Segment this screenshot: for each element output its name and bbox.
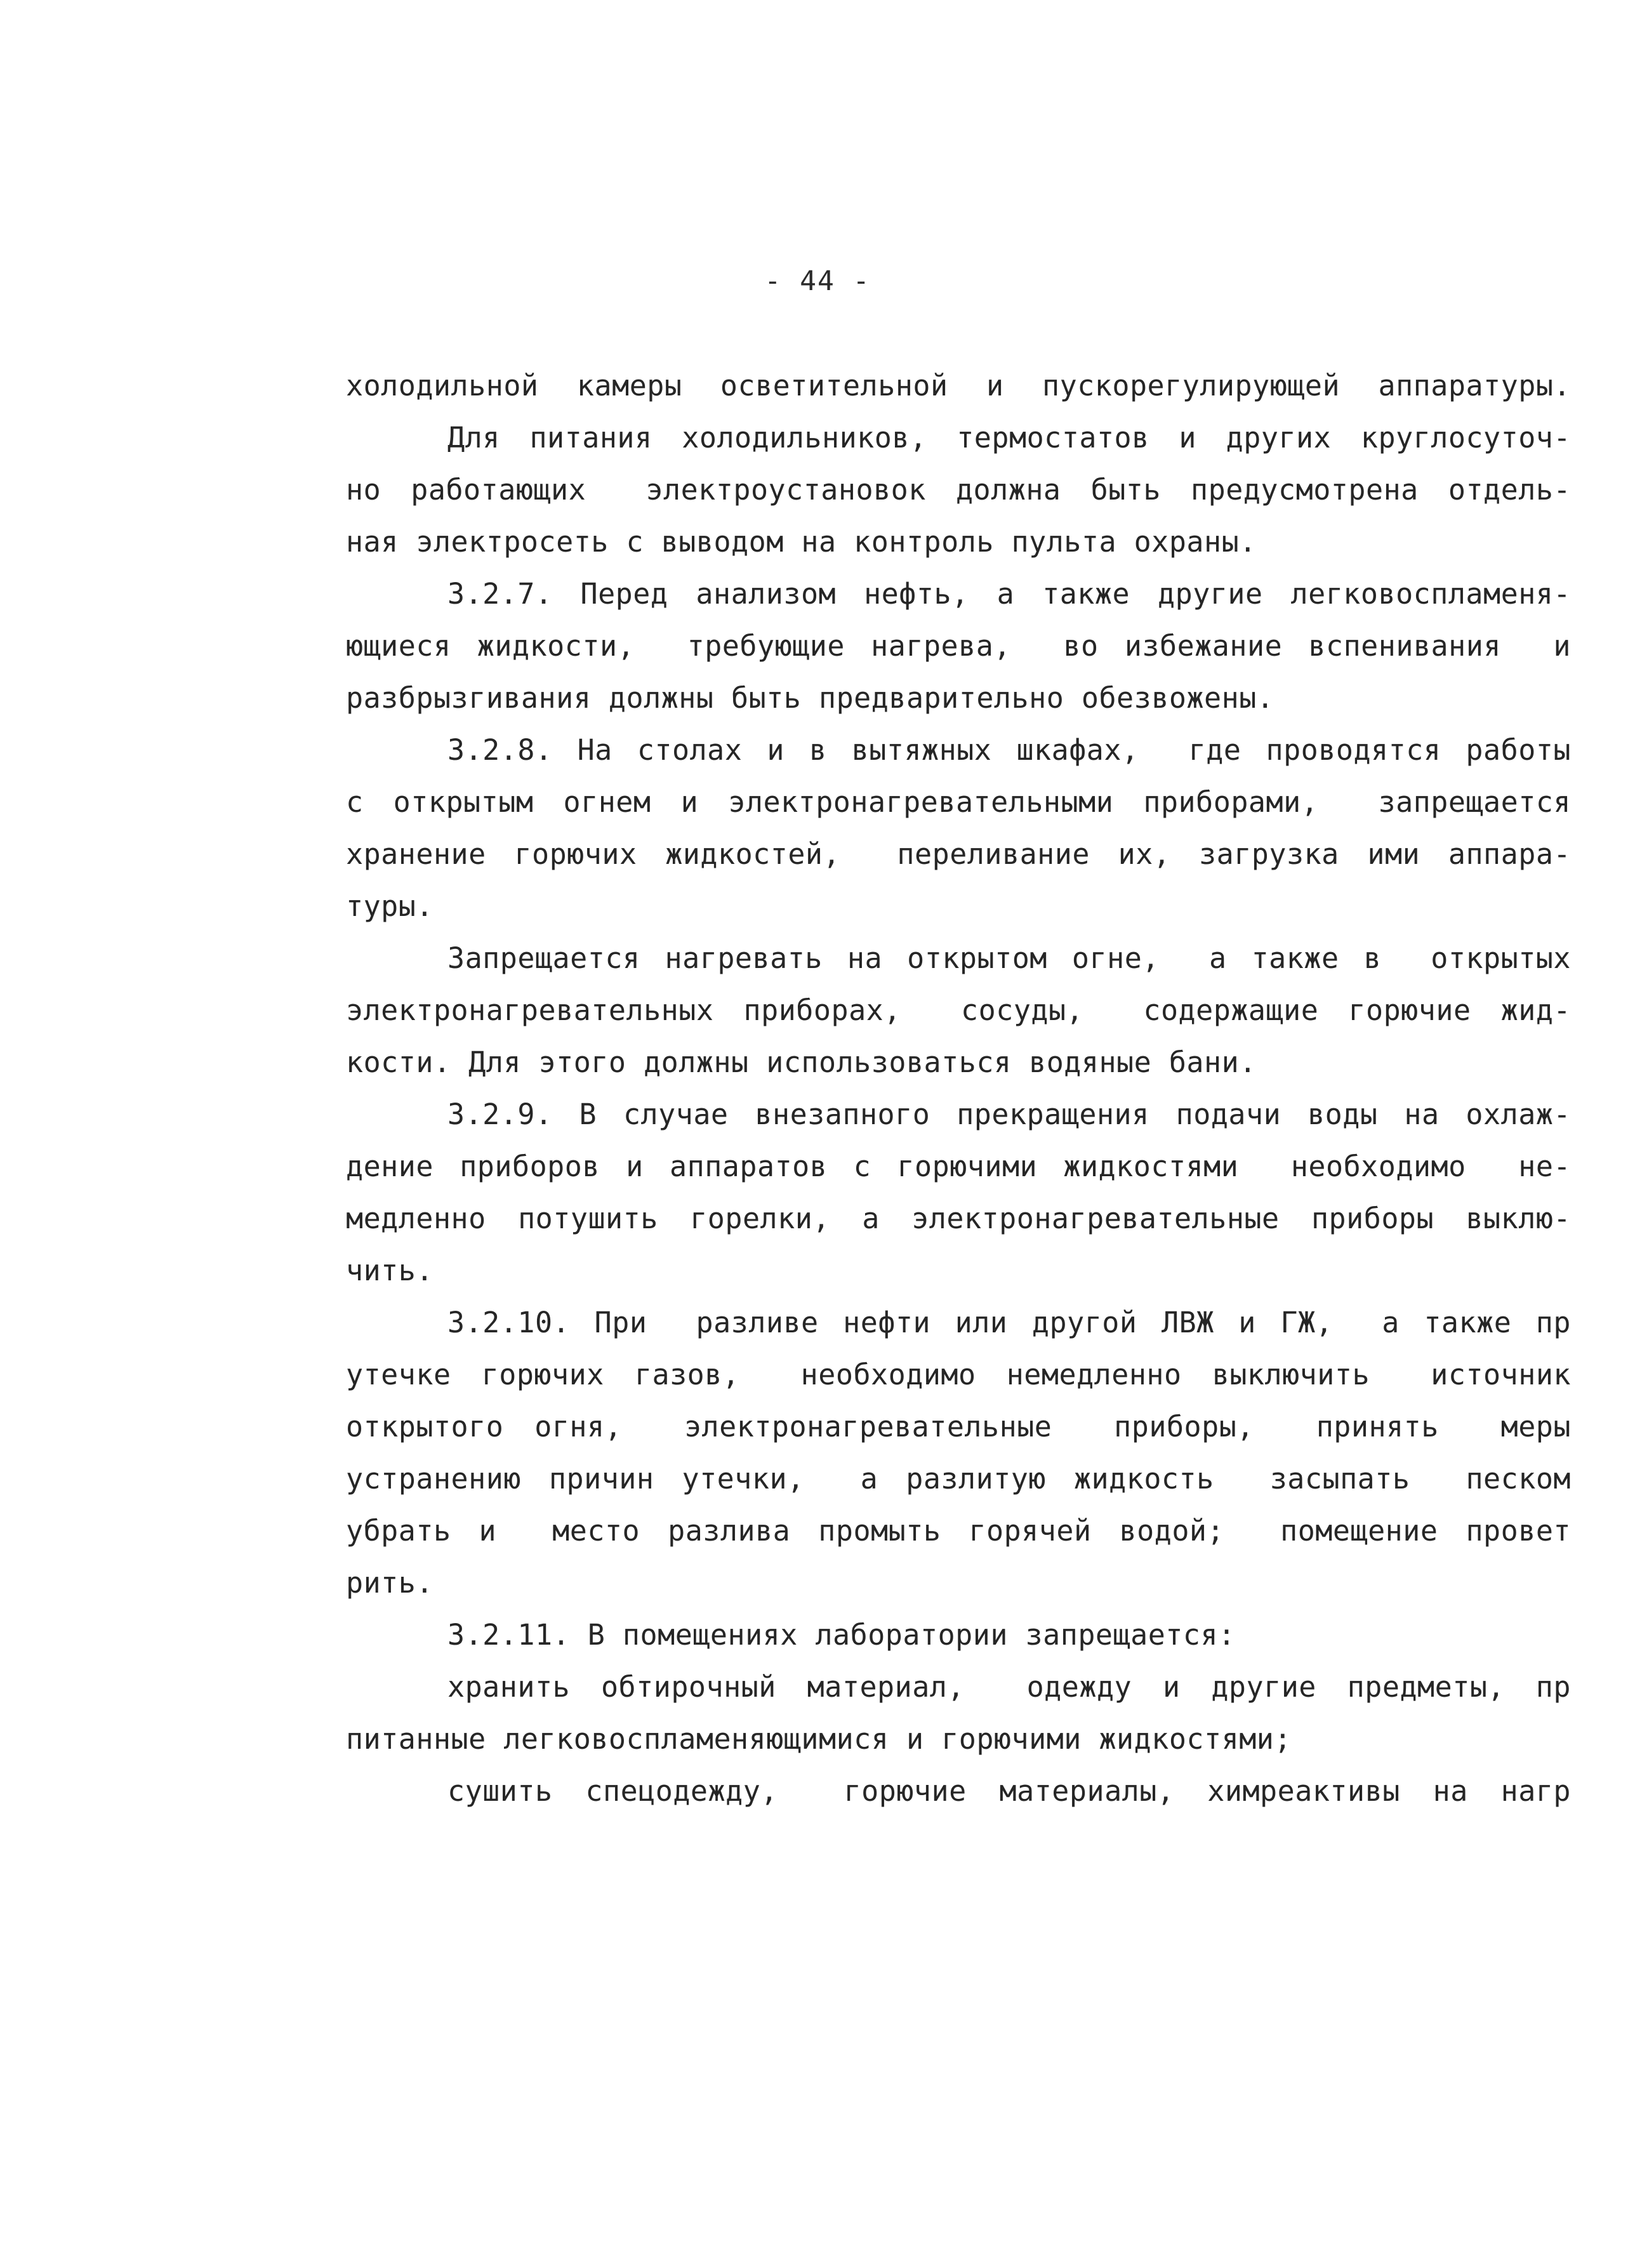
text-line: дение приборов и аппаратов с горючими жидкостями необходимо не- <box>346 1150 1571 1183</box>
text-line: 3.2.8. На столах и в вытяжных шкафах, где проводятся работы <box>447 733 1571 767</box>
text-line: с открытым огнем и электронагревательными приборами, запрещается <box>346 785 1571 819</box>
page-number: - 44 - <box>764 265 871 297</box>
text-line: хранение горючих жидкостей, переливание их, загрузка ими аппара- <box>346 837 1571 871</box>
text-line: утечке горючих газов, необходимо немедленно выключить источник <box>346 1358 1571 1391</box>
text-line: но работающих электроустановок должна быть предусмотрена отдель- <box>346 473 1571 507</box>
text-line: убрать и место разлива промыть горячей водой; помещение провет <box>346 1514 1571 1548</box>
text-line: 3.2.10. При разливе нефти или другой ЛВЖ и ГЖ, а также пр <box>447 1306 1571 1339</box>
text-line: электронагревательных приборах, сосуды, содержащие горючие жид- <box>346 993 1571 1027</box>
text-line: туры. <box>346 889 434 923</box>
text-line: ная электросеть с выводом на контроль пульта охраны. <box>346 525 1257 559</box>
text-line: Запрещается нагревать на открытом огне, а также в открытых <box>447 941 1571 975</box>
text-line: 3.2.9. В случае внезапного прекращения подачи воды на охлаж- <box>447 1098 1571 1131</box>
text-line: медленно потушить горелки, а электронагревательные приборы выклю- <box>346 1202 1571 1235</box>
text-line: открытого огня, электронагревательные приборы, принять меры <box>346 1410 1571 1443</box>
text-line: кости. Для этого должны использоваться водяные бани. <box>346 1045 1257 1079</box>
text-line: питанные легковоспламеняющимися и горючими жидкостями; <box>346 1722 1292 1756</box>
text-line: холодильной камеры осветительной и пускорегулирующей аппаратуры. <box>346 369 1571 402</box>
text-line: чить. <box>346 1254 434 1287</box>
text-line: ющиеся жидкости, требующие нагрева, во избежание вспенивания и <box>346 629 1571 663</box>
text-line: сушить спецодежду, горючие материалы, химреактивы на нагр <box>447 1774 1571 1808</box>
text-line: 3.2.7. Перед анализом нефть, а также другие легковоспламеня- <box>447 577 1571 611</box>
text-line: рить. <box>346 1566 434 1600</box>
text-line: устранению причин утечки, а разлитую жидкость засыпать песком <box>346 1462 1571 1495</box>
text-line: разбрызгивания должны быть предварительно обезвожены. <box>346 681 1274 715</box>
text-line: Для питания холодильников, термостатов и других круглосуточ- <box>447 421 1571 454</box>
text-line: хранить обтирочный материал, одежду и другие предметы, пр <box>447 1670 1571 1704</box>
text-line: 3.2.11. В помещениях лаборатории запрещается: <box>447 1618 1236 1652</box>
